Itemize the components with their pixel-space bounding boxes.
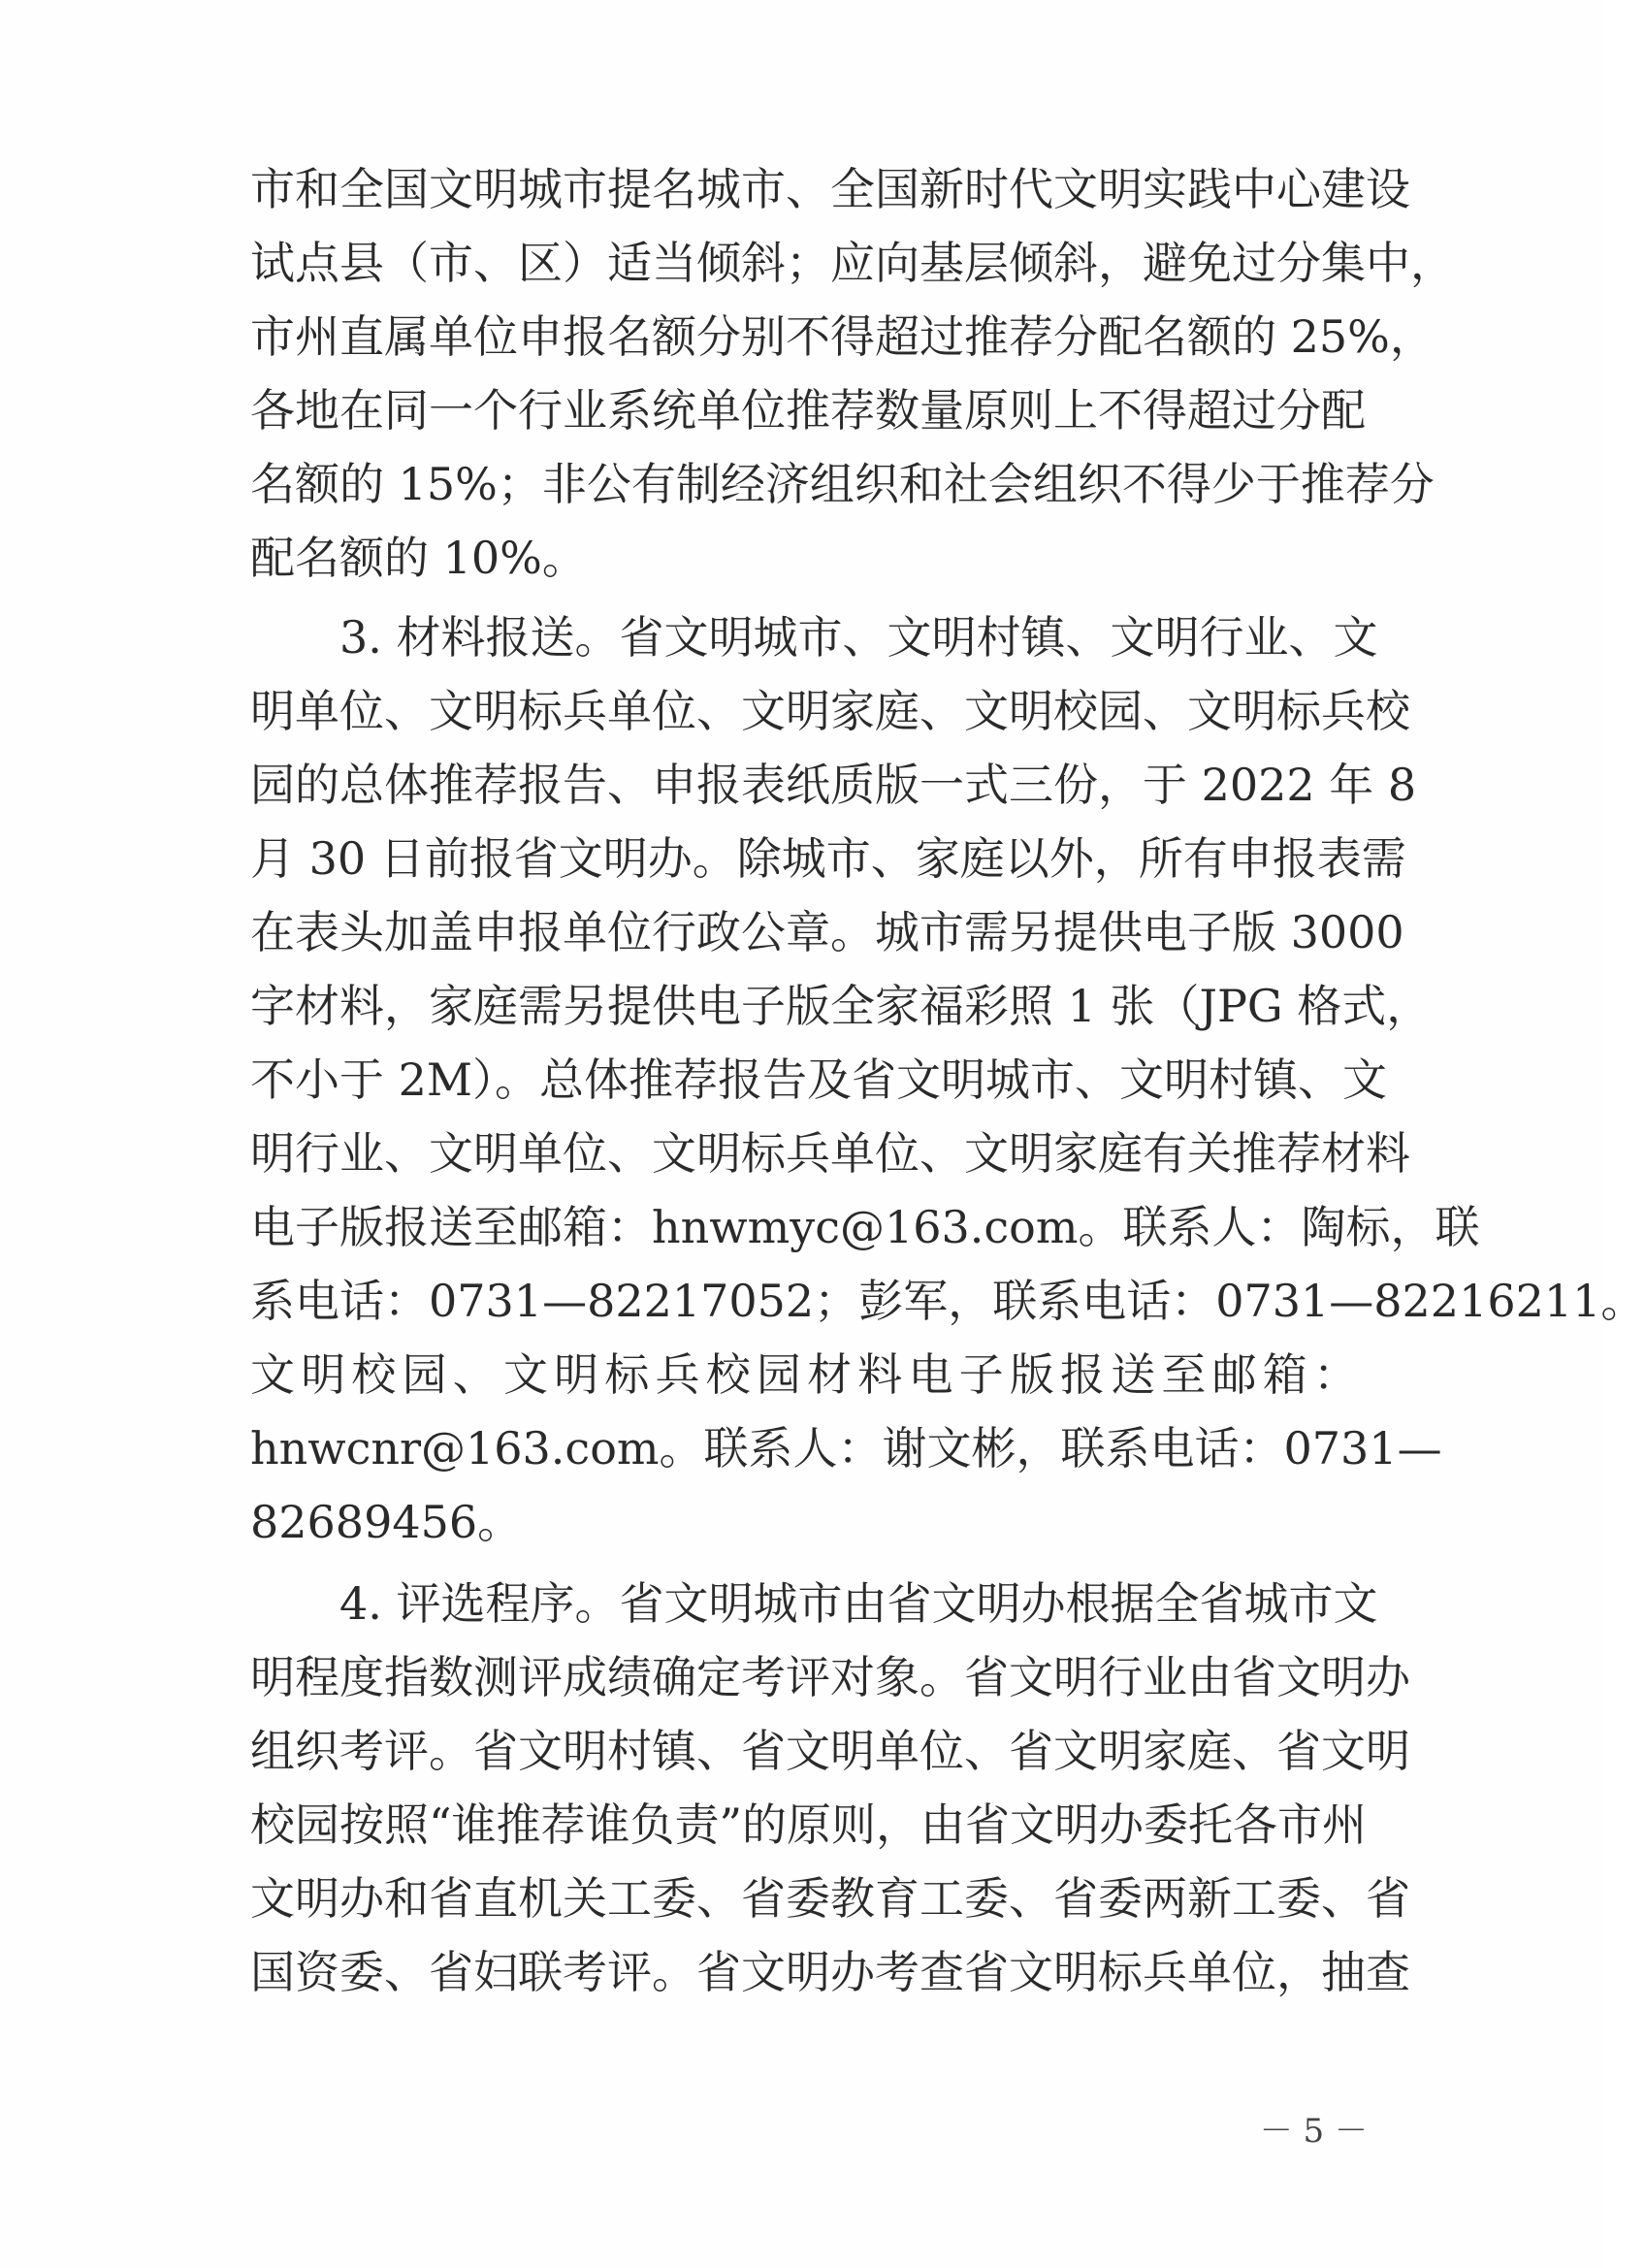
text-line: 试点县（市、区）适当倾斜；应向基层倾斜，避免过分集中， [250, 237, 1455, 289]
text-line: 校园按照“谁推荐谁负责”的原则，由省文明办委托各市州 [250, 1798, 1368, 1851]
text-line: 82689456。 [250, 1496, 523, 1548]
page-number: － 5 － [1259, 2112, 1368, 2151]
text-line: 系电话：0731—82217052；彭军，联系电话：0731—82216211。 [250, 1275, 1645, 1327]
text-line: 月 30 日前报省文明办。除城市、家庭以外，所有申报表需 [250, 832, 1406, 885]
text-line: 园的总体推荐报告、申报表纸质版一式三份，于 2022 年 8 [250, 759, 1417, 811]
text-line: 配名额的 10%。 [250, 532, 587, 584]
text-line: 文明校园、文明标兵校园材料电子版报送至邮箱： [250, 1348, 1358, 1401]
text-line: 明单位、文明标兵单位、文明家庭、文明校园、文明标兵校 [250, 685, 1410, 737]
text-line: 在表头加盖申报单位行政公章。城市需另提供电子版 3000 [250, 906, 1404, 958]
text-line: 国资委、省妇联考评。省文明办考查省文明标兵单位，抽查 [250, 1946, 1410, 1998]
text-line: 明行业、文明单位、文明标兵单位、文明家庭有关推荐材料 [250, 1127, 1410, 1180]
text-line: 市和全国文明城市提名城市、全国新时代文明实践中心建设 [250, 163, 1410, 215]
text-line: hnwcnr@163.com。联系人：谢文彬，联系电话：0731— [250, 1422, 1442, 1474]
text-line: 文明办和省直机关工委、省委教育工委、省委两新工委、省 [250, 1872, 1410, 1925]
text-line: 明程度指数测评成绩确定考评对象。省文明行业由省文明办 [250, 1651, 1410, 1703]
text-line: 各地在同一个行业系统单位推荐数量原则上不得超过分配 [250, 384, 1366, 437]
text-line: 字材料，家庭需另提供电子版全家福彩照 1 张（JPG 格式， [250, 980, 1432, 1032]
text-line: 3. 材料报送。省文明城市、文明村镇、文明行业、文 [250, 611, 1378, 664]
text-line: 市州直属单位申报名额分别不得超过推荐分配名额的 25%， [250, 310, 1435, 363]
text-line: 电子版报送至邮箱：hnwmyc@163.com。联系人：陶标，联 [250, 1201, 1480, 1253]
text-line: 组织考评。省文明村镇、省文明单位、省文明家庭、省文明 [250, 1725, 1410, 1777]
text-line: 名额的 15%；非公有制经济组织和社会组织不得少于推荐分 [250, 458, 1435, 510]
text-line: 不小于 2M）。总体推荐报告及省文明城市、文明村镇、文 [250, 1053, 1387, 1106]
text-line: 4. 评选程序。省文明城市由省文明办根据全省城市文 [250, 1577, 1378, 1630]
